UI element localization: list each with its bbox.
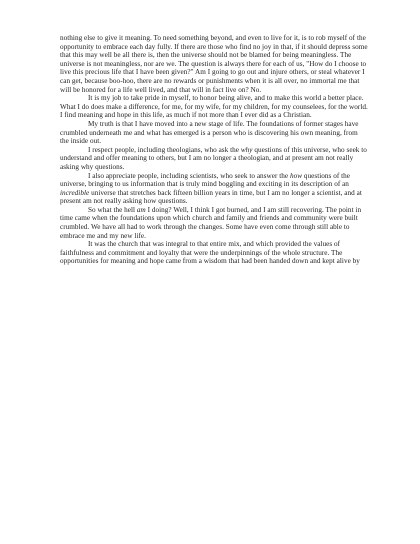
paragraph-6: [60, 206, 368, 240]
italic-text: why: [240, 145, 253, 154]
text-run: questions of this universe, who seek to understand and offer meaning to others, but I am no longer a theologian, and at present am not really asking why questions.: [60, 145, 367, 171]
text-run: It was the church that was integral to that entire mix, and which provided the values of faithfulness and commitment and loyalty that were the underpinnings of the whole structure. The opportunities for meaning and hope came from a wisdom that had been handed down and kept alive by: [60, 240, 360, 266]
paragraph-1: [60, 34, 368, 94]
text-run: I doing? Well, I think I got burned, and I am still recovering. The point in time came when the foundations upon which church and family and friends and community were built crumbled. We have all had to work through the changes. Some have even come through still able to embrace me and my new life.: [60, 205, 362, 240]
paragraph-4: [60, 146, 368, 172]
text-run: universe that stretches back fifteen billion years in time, but I am no longer a scientist, and at present am not really asking how questions.: [60, 188, 362, 206]
text-run: My truth is that I have moved into a new stage of life. The foundations of former stages have crumbled underneath me and what has emerged is a person who is discovering his own meaning, from the inside out.: [60, 119, 359, 146]
italic-text: how: [289, 171, 303, 180]
paragraph-7: [60, 240, 368, 266]
document-page: [60, 34, 368, 266]
paragraph-2: [60, 94, 368, 120]
text-run: I also appreciate people, including scientists, who seek to answer the: [88, 171, 290, 180]
text-run: questions of the universe, bringing to us information that is truly mind boggling and exciting in its description of an: [60, 171, 350, 189]
italic-text: am: [136, 205, 146, 214]
paragraph-3: [60, 120, 368, 146]
text-run: It is my job to take pride in myself, to honor being alive, and to make this world a better place. What I do does make a difference, for me, for my wife, for my children, for my counselees, for the world. I find meaning and hope in this life, as much if not more than I ever did as a Christian.: [60, 94, 368, 120]
text-run: nothing else to give it meaning. To need something beyond, and even to live for it, is to rob myself of the opportunity to embrace each day fully. If there are those who find no joy in that, if it should depress some that this may well be all there is, then the universe should not be blamed for being meaningless. The universe is not meaningless, nor are we. The question is always there for each of us, "How do I choose to live this precious life that I have been given?" Am I going to go out and injure others, or steal whatever I can get, because boo-hoo, there are no rewards or punishments when it is all over, no immortal me that will be honored for a life well lived, and that will in fact live on? No.: [60, 34, 368, 94]
text-run: So what the hell: [88, 205, 137, 214]
italic-text: incredible: [60, 188, 90, 197]
paragraph-5: [60, 172, 368, 206]
text-run: I respect people, including theologians, who ask the: [88, 145, 241, 154]
